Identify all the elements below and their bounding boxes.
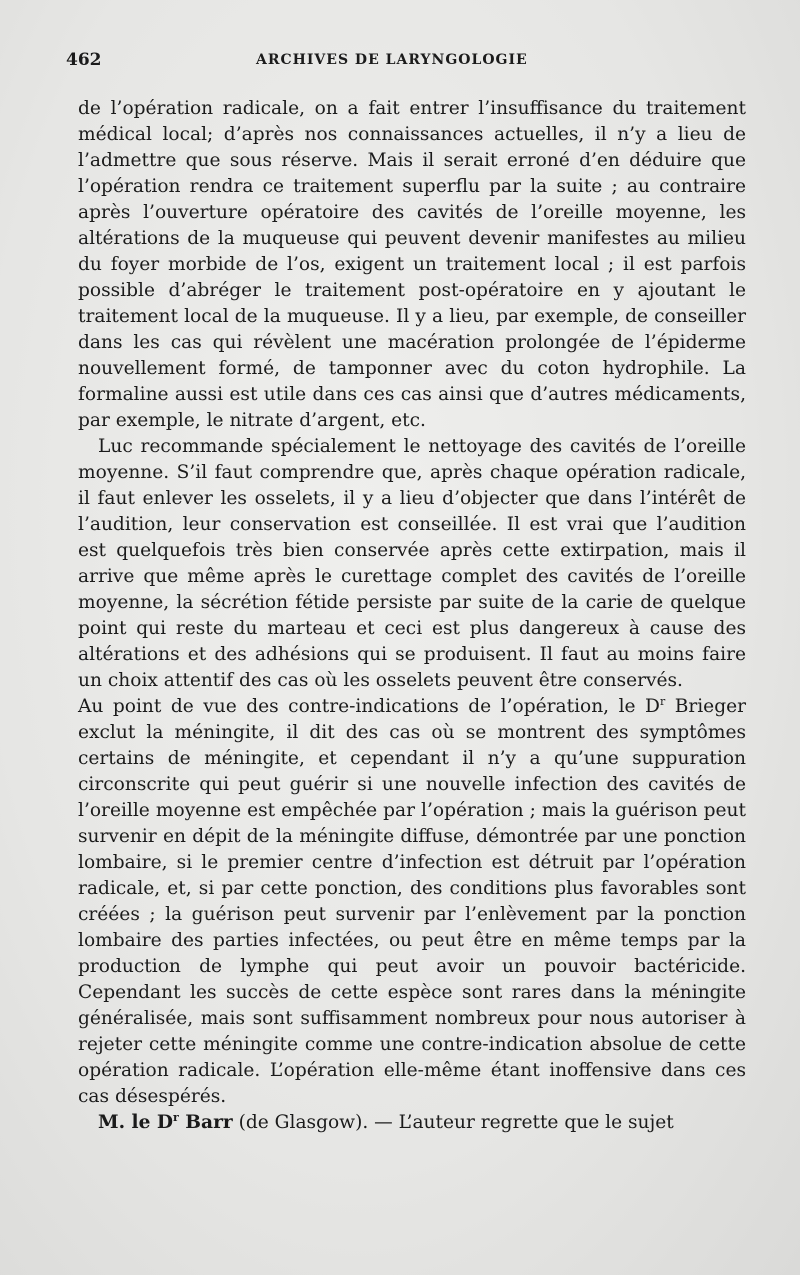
title-superscript: r [659,694,666,708]
paragraph-3-text-a: Au point de vue des contre-indications de l’opération, le D [78,696,660,717]
paragraph-4 [78,1110,746,1136]
paragraph-3 [78,694,746,1110]
page-number: 462 [66,50,102,70]
paragraph-4-text: (de Glasgow). — L’auteur regrette que le sujet [232,1112,674,1133]
running-title: ARCHIVES DE LARYNGOLOGIE [256,52,528,68]
paragraph-3-text-b: Brieger exclut la méningite, il dit des cas où se montrent des symptômes certains de méningite, et cependant il n’y a qu’une suppuration circonscrite qui peut guérir si une nouvelle infection des cavités de l’oreille moyenne est empêchée par l’opération ; mais la guérison peut survenir en dépit de la méningite diffuse, démontrée par une ponction lombaire, si le premier centre d’infection est détruit par l’opération radicale, et, si par cette ponction, des conditions plus favorables sont créées ; la guérison peut survenir par l’enlèvement par la ponction lombaire des parties infectées, ou peut être en même temps par la production de lymphe qui peut avoir un pouvoir bactéricide. Cependant les succès de cette espèce sont rares dans la méningite généralisée, mais sont suffisamment nombreux pour nous autoriser à rejeter cette méningite comme une contre-indication absolue de cette opération radicale. L’opération elle-même étant inoffensive dans ces cas désespérés. [78,696,746,1107]
speaker-name: Barr [178,1112,233,1133]
speaker-superscript: r [173,1110,179,1124]
body-text [78,96,746,1136]
paragraph-1: de l’opération radicale, on a fait entrer l’insuffisance du traitement médical local; d’après nos connaissances actuelles, il n’y a lieu de l’admettre que sous réserve. Mais il serait erroné d’en déduire que l’opération rendra ce traitement superflu par la suite ; au contraire après l’ouverture opératoire des cavités de l’oreille moyenne, les altérations de la muqueuse qui peuvent devenir manifestes au milieu du foyer morbide de l’os, exigent un traitement local ; il est parfois possible d’abréger le traitement post-opératoire en y ajoutant le traitement local de la muqueuse. Il y a lieu, par exemple, de conseiller dans les cas qui révèlent une macération prolongée de l’épiderme nouvellement formé, de tamponner avec du coton hydrophile. La formaline aussi est utile dans ces cas ainsi que d’autres médicaments, par exemple, le nitrate d’argent, etc. [78,98,746,431]
speaker-prefix: M. le D [98,1112,174,1133]
page-header [66,50,746,76]
paragraph-2: Luc recommande spécialement le nettoyage des cavités de l’oreille moyenne. S’il faut comprendre que, après chaque opération radicale, il faut enlever les osselets, il y a lieu d’objecter que dans l’intérêt de l’audition, leur conservation est conseillée. Il est vrai que l’audition est quelquefois très bien conservée après cette extirpation, mais il arrive que même après le curettage complet des cavités de l’oreille moyenne, la sécrétion fétide persiste par suite de la carie de quelque point qui reste du marteau et ceci est plus dangereux à cause des altérations et des adhésions qui se produisent. Il faut au moins faire un choix attentif des cas où les osselets peuvent être conservés. [78,436,746,691]
